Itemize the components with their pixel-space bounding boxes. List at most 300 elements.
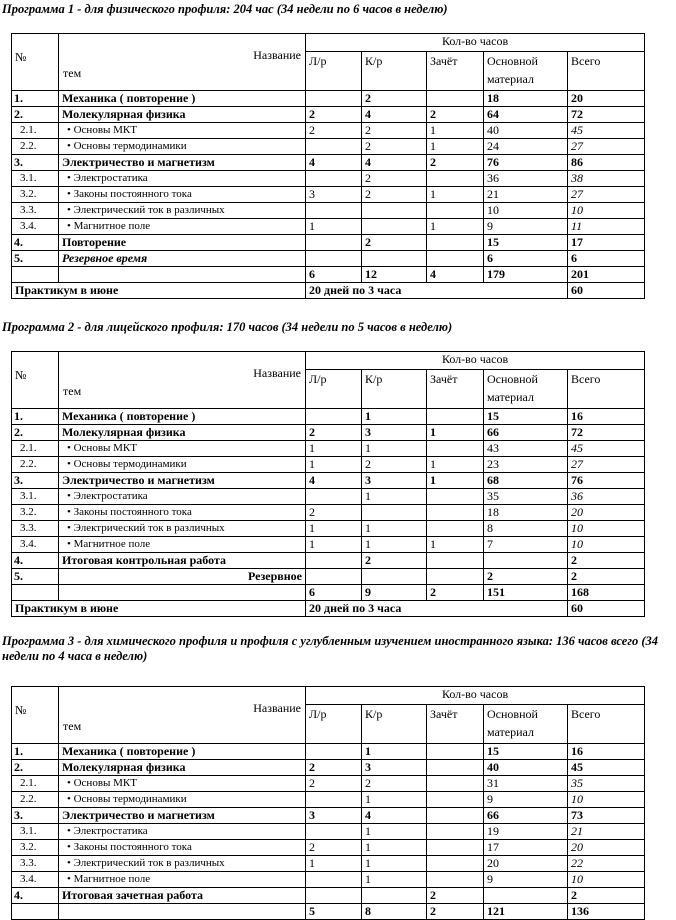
header-credit: Зачёт (427, 370, 484, 409)
row-name: • Магнитное поле (59, 537, 306, 553)
row-lab-works: 1 (306, 537, 362, 553)
table-row (12, 155, 645, 171)
table-row (12, 856, 645, 872)
row-number: 2.1. (12, 776, 59, 792)
table-row (12, 585, 645, 601)
row-tests: 4 (362, 107, 427, 123)
header-main-material-line2: материал (487, 390, 534, 404)
row-lab-works: 2 (306, 760, 362, 776)
table-row (12, 235, 645, 251)
row-name: Повторение (59, 235, 306, 251)
row-number: 3.3. (12, 856, 59, 872)
row-total: 35 (568, 776, 645, 792)
row-total: 45 (568, 441, 645, 457)
table-row (12, 171, 645, 187)
row-name: • Электростатика (59, 171, 306, 187)
table-row (12, 267, 645, 283)
row-tests: 3 (362, 473, 427, 489)
header-name-top: Название (253, 48, 301, 62)
header-credit: Зачёт (427, 705, 484, 744)
row-name: • Основы термодинамики (59, 457, 306, 473)
row-credit: 2 (427, 888, 484, 904)
row-tests: 3 (362, 425, 427, 441)
row-tests: 2 (362, 187, 427, 203)
row-name: • Законы постоянного тока (59, 187, 306, 203)
row-number: 3. (12, 155, 59, 171)
row-lab-works (306, 203, 362, 219)
row-total: 136 (568, 904, 645, 920)
header-num-label: № (15, 703, 27, 717)
row-total: 2 (568, 569, 645, 585)
row-main-material: 66 (484, 425, 568, 441)
table-row (12, 537, 645, 553)
row-total: 20 (568, 505, 645, 521)
row-credit (427, 840, 484, 856)
row-number: 3.4. (12, 219, 59, 235)
table-row (12, 808, 645, 824)
row-tests: 1 (362, 872, 427, 888)
row-main-material: 7 (484, 537, 568, 553)
header-main-material (484, 370, 568, 409)
row-total: 16 (568, 409, 645, 425)
header-tests: К/р (362, 705, 427, 744)
practicum-row (12, 283, 645, 299)
header-main-material-line1: Основной (487, 707, 538, 721)
row-name: • Основы МКТ (59, 441, 306, 457)
row-main-material: 35 (484, 489, 568, 505)
table-row (12, 840, 645, 856)
row-credit (427, 856, 484, 872)
row-name: • Электрический ток в различных (59, 521, 306, 537)
table-row (12, 203, 645, 219)
row-lab-works (306, 553, 362, 569)
row-lab-works: 4 (306, 155, 362, 171)
row-total: 10 (568, 537, 645, 553)
row-total: 201 (568, 267, 645, 283)
row-tests: 3 (362, 760, 427, 776)
row-lab-works: 3 (306, 187, 362, 203)
row-total: 86 (568, 155, 645, 171)
header-group: Кол-во часов (306, 687, 645, 705)
row-number: 2. (12, 425, 59, 441)
row-credit: 4 (427, 267, 484, 283)
row-lab-works (306, 744, 362, 760)
row-tests: 2 (362, 553, 427, 569)
row-credit: 2 (427, 107, 484, 123)
row-number (12, 267, 59, 283)
row-credit (427, 235, 484, 251)
row-main-material: 179 (484, 267, 568, 283)
row-tests (362, 888, 427, 904)
header-num (12, 687, 59, 744)
row-main-material: 6 (484, 251, 568, 267)
row-main-material: 15 (484, 744, 568, 760)
row-name: Итоговая зачетная работа (59, 888, 306, 904)
row-tests: 2 (362, 139, 427, 155)
row-main-material: 66 (484, 808, 568, 824)
row-name: Электричество и магнетизм (59, 473, 306, 489)
table-row (12, 744, 645, 760)
table-row (12, 888, 645, 904)
row-lab-works: 1 (306, 856, 362, 872)
row-number: 2.2. (12, 139, 59, 155)
row-total: 27 (568, 457, 645, 473)
row-name: Итоговая контрольная работа (59, 553, 306, 569)
row-total: 73 (568, 808, 645, 824)
row-total: 17 (568, 235, 645, 251)
table-row (12, 123, 645, 139)
table-row (12, 792, 645, 808)
table-row (12, 904, 645, 920)
row-credit: 2 (427, 585, 484, 601)
header-row (12, 34, 645, 52)
row-lab-works (306, 888, 362, 904)
header-total: Всего (568, 52, 645, 91)
row-main-material: 36 (484, 171, 568, 187)
row-credit (427, 760, 484, 776)
row-main-material: 24 (484, 139, 568, 155)
table-row (12, 824, 645, 840)
row-credit: 1 (427, 457, 484, 473)
row-credit: 1 (427, 219, 484, 235)
table-row (12, 251, 645, 267)
row-name: • Магнитное поле (59, 219, 306, 235)
row-tests: 1 (362, 840, 427, 856)
row-main-material: 76 (484, 155, 568, 171)
header-name-bottom: тем (63, 719, 82, 733)
program-1-heading: Программа 1 - для физического профиля: 204 час (34 недели по 6 часов в неделю) (2, 2, 448, 16)
row-tests: 2 (362, 776, 427, 792)
row-tests: 1 (362, 824, 427, 840)
row-lab-works (306, 91, 362, 107)
row-tests: 1 (362, 744, 427, 760)
table-row (12, 489, 645, 505)
row-credit: 1 (427, 139, 484, 155)
row-tests: 12 (362, 267, 427, 283)
row-number: 3.1. (12, 489, 59, 505)
row-name: • Магнитное поле (59, 872, 306, 888)
practicum-total: 60 (568, 601, 645, 617)
row-lab-works: 2 (306, 505, 362, 521)
table-row (12, 425, 645, 441)
row-number: 3. (12, 473, 59, 489)
row-lab-works (306, 409, 362, 425)
row-name: • Электрический ток в различных (59, 203, 306, 219)
row-name: Молекулярная физика (59, 107, 306, 123)
row-credit: 2 (427, 904, 484, 920)
row-credit (427, 553, 484, 569)
row-credit: 1 (427, 123, 484, 139)
row-main-material: 9 (484, 219, 568, 235)
row-total: 45 (568, 760, 645, 776)
row-lab-works: 5 (306, 904, 362, 920)
practicum-total: 60 (568, 283, 645, 299)
header-num (12, 352, 59, 409)
row-tests: 1 (362, 856, 427, 872)
row-lab-works: 2 (306, 425, 362, 441)
row-name: • Электрический ток в различных (59, 856, 306, 872)
row-lab-works: 6 (306, 267, 362, 283)
row-lab-works (306, 872, 362, 888)
table-row (12, 760, 645, 776)
row-credit: 1 (427, 537, 484, 553)
row-main-material: 20 (484, 856, 568, 872)
row-number: 5. (12, 251, 59, 267)
row-number: 3.4. (12, 872, 59, 888)
row-name: Молекулярная физика (59, 425, 306, 441)
row-number: 3.1. (12, 824, 59, 840)
row-number: 2. (12, 760, 59, 776)
row-number: 1. (12, 744, 59, 760)
row-total: 21 (568, 824, 645, 840)
row-name: • Законы постоянного тока (59, 505, 306, 521)
row-credit (427, 872, 484, 888)
row-credit: 1 (427, 425, 484, 441)
header-main-material-line2: материал (487, 725, 534, 739)
row-name: • Основы МКТ (59, 776, 306, 792)
row-main-material: 9 (484, 872, 568, 888)
row-number: 3.2. (12, 187, 59, 203)
header-group: Кол-во часов (306, 34, 645, 52)
row-number (12, 585, 59, 601)
row-number: 3.2. (12, 505, 59, 521)
row-number: 4. (12, 553, 59, 569)
row-tests: 1 (362, 521, 427, 537)
row-lab-works (306, 235, 362, 251)
header-main-material (484, 705, 568, 744)
row-number: 2.1. (12, 441, 59, 457)
row-name: Электричество и магнетизм (59, 808, 306, 824)
table-row (12, 505, 645, 521)
row-main-material: 121 (484, 904, 568, 920)
row-tests: 2 (362, 91, 427, 107)
row-name (59, 904, 306, 920)
row-number: 2. (12, 107, 59, 123)
table-row (12, 872, 645, 888)
table-row (12, 521, 645, 537)
row-tests: 9 (362, 585, 427, 601)
row-tests: 4 (362, 155, 427, 171)
header-num-label: № (15, 368, 27, 382)
row-number: 4. (12, 888, 59, 904)
header-lab-works: Л/р (306, 370, 362, 409)
row-lab-works: 1 (306, 441, 362, 457)
row-tests (362, 569, 427, 585)
row-total: 6 (568, 251, 645, 267)
row-name: • Электростатика (59, 489, 306, 505)
row-tests: 1 (362, 441, 427, 457)
row-lab-works: 6 (306, 585, 362, 601)
row-tests (362, 219, 427, 235)
row-credit (427, 776, 484, 792)
row-main-material: 18 (484, 91, 568, 107)
row-total: 72 (568, 425, 645, 441)
row-number: 3. (12, 808, 59, 824)
row-main-material: 40 (484, 123, 568, 139)
row-main-material: 10 (484, 203, 568, 219)
header-name (59, 34, 306, 91)
row-tests: 2 (362, 171, 427, 187)
row-tests: 2 (362, 457, 427, 473)
row-main-material (484, 553, 568, 569)
row-lab-works: 2 (306, 776, 362, 792)
row-name: Электричество и магнетизм (59, 155, 306, 171)
practicum-label: Практикум в июне (12, 283, 306, 299)
program-1-table (11, 33, 645, 299)
row-number: 1. (12, 409, 59, 425)
row-credit (427, 569, 484, 585)
header-lab-works: Л/р (306, 52, 362, 91)
row-main-material: 2 (484, 569, 568, 585)
row-main-material: 9 (484, 792, 568, 808)
table-row (12, 441, 645, 457)
row-tests: 1 (362, 537, 427, 553)
row-name: Молекулярная физика (59, 760, 306, 776)
practicum-label: Практикум в июне (12, 601, 306, 617)
row-tests: 1 (362, 792, 427, 808)
row-tests (362, 251, 427, 267)
row-number: 3.3. (12, 203, 59, 219)
row-total: 11 (568, 219, 645, 235)
header-lab-works: Л/р (306, 705, 362, 744)
row-lab-works: 1 (306, 219, 362, 235)
header-tests: К/р (362, 370, 427, 409)
table-row (12, 457, 645, 473)
row-credit (427, 824, 484, 840)
row-number: 4. (12, 235, 59, 251)
header-credit: Зачёт (427, 52, 484, 91)
row-lab-works: 2 (306, 107, 362, 123)
header-name-top: Название (253, 701, 301, 715)
practicum-schedule: 20 дней по 3 часа (306, 601, 568, 617)
row-name: Механика ( повторение ) (59, 744, 306, 760)
row-name: • Электростатика (59, 824, 306, 840)
row-main-material: 31 (484, 776, 568, 792)
row-credit (427, 409, 484, 425)
table-row (12, 409, 645, 425)
row-tests: 8 (362, 904, 427, 920)
row-lab-works (306, 824, 362, 840)
row-credit (427, 91, 484, 107)
row-main-material: 68 (484, 473, 568, 489)
header-name-bottom: тем (63, 66, 82, 80)
header-row (12, 352, 645, 370)
row-credit: 1 (427, 473, 484, 489)
row-total: 72 (568, 107, 645, 123)
row-total: 45 (568, 123, 645, 139)
row-name: • Законы постоянного тока (59, 840, 306, 856)
header-main-material-line1: Основной (487, 372, 538, 386)
row-total: 10 (568, 203, 645, 219)
row-number: 2.2. (12, 457, 59, 473)
row-name: Механика ( повторение ) (59, 409, 306, 425)
row-name (59, 267, 306, 283)
row-lab-works (306, 569, 362, 585)
row-credit (427, 251, 484, 267)
row-tests (362, 203, 427, 219)
row-main-material: 40 (484, 760, 568, 776)
header-main-material-line2: материал (487, 72, 534, 86)
row-credit (427, 203, 484, 219)
row-credit (427, 792, 484, 808)
program-3-table (11, 686, 645, 920)
row-name: Резервное (59, 569, 306, 585)
row-total: 36 (568, 489, 645, 505)
row-tests: 4 (362, 808, 427, 824)
practicum-row (12, 601, 645, 617)
row-total: 20 (568, 840, 645, 856)
row-lab-works (306, 251, 362, 267)
row-number (12, 904, 59, 920)
row-name (59, 585, 306, 601)
practicum-schedule: 20 дней по 3 часа (306, 283, 568, 299)
row-tests: 1 (362, 489, 427, 505)
header-total: Всего (568, 705, 645, 744)
row-tests: 1 (362, 409, 427, 425)
row-credit (427, 808, 484, 824)
row-number: 5. (12, 569, 59, 585)
row-main-material: 64 (484, 107, 568, 123)
row-total: 10 (568, 521, 645, 537)
row-total: 16 (568, 744, 645, 760)
row-main-material: 151 (484, 585, 568, 601)
row-total: 27 (568, 187, 645, 203)
row-number: 3.1. (12, 171, 59, 187)
header-group: Кол-во часов (306, 352, 645, 370)
row-credit (427, 505, 484, 521)
row-total: 2 (568, 888, 645, 904)
row-main-material: 15 (484, 409, 568, 425)
row-lab-works (306, 489, 362, 505)
row-credit (427, 521, 484, 537)
program-2-heading: Программа 2 - для лицейского профиля: 170 часов (34 недели по 5 часов в неделю) (2, 320, 453, 334)
row-number: 1. (12, 91, 59, 107)
row-number: 3.4. (12, 537, 59, 553)
row-number: 2.1. (12, 123, 59, 139)
row-tests: 2 (362, 123, 427, 139)
table-row (12, 776, 645, 792)
header-name-top: Название (253, 366, 301, 380)
row-total: 168 (568, 585, 645, 601)
header-main-material (484, 52, 568, 91)
row-main-material: 17 (484, 840, 568, 856)
header-row (12, 687, 645, 705)
row-lab-works: 4 (306, 473, 362, 489)
row-main-material: 15 (484, 235, 568, 251)
row-total: 38 (568, 171, 645, 187)
table-row (12, 569, 645, 585)
row-number: 2.2. (12, 792, 59, 808)
row-name: Механика ( повторение ) (59, 91, 306, 107)
table-row (12, 91, 645, 107)
table-row (12, 219, 645, 235)
row-total: 20 (568, 91, 645, 107)
header-name (59, 352, 306, 409)
row-credit: 2 (427, 155, 484, 171)
row-lab-works: 1 (306, 457, 362, 473)
program-3-heading: Программа 3 - для химического профиля и профиля с углубленным изучением иностранного языка: 136 часов всего (34 недели по 4 часа в неделю) (2, 634, 659, 663)
row-lab-works: 3 (306, 808, 362, 824)
row-main-material: 8 (484, 521, 568, 537)
row-total: 27 (568, 139, 645, 155)
table-row (12, 473, 645, 489)
row-name: • Основы термодинамики (59, 792, 306, 808)
header-num (12, 34, 59, 91)
row-total: 2 (568, 553, 645, 569)
row-name: Резервное время (59, 251, 306, 267)
row-lab-works (306, 792, 362, 808)
row-number: 3.3. (12, 521, 59, 537)
